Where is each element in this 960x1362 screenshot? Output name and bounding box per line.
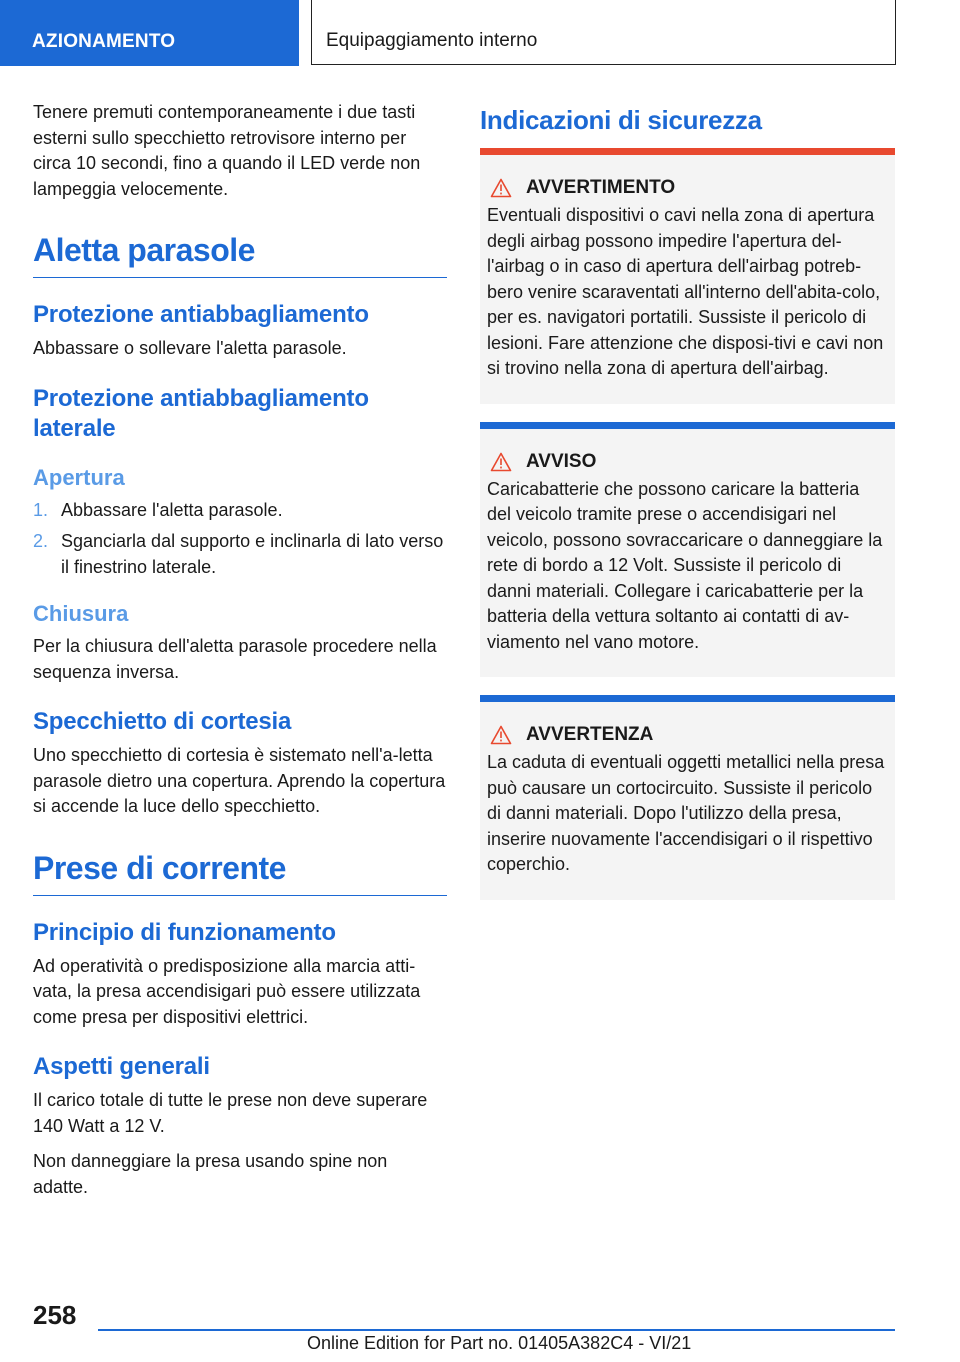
page-number: 258	[33, 1300, 77, 1330]
apertura-steps	[33, 498, 447, 581]
protezione-text: Abbassare o sollevare l'aletta parasole.	[33, 338, 347, 358]
left-column	[33, 100, 447, 1210]
aspetti-text-2: Non danneggiare la presa usando spine non adatte.	[33, 1151, 388, 1197]
notice-heading: AVVISO	[526, 450, 597, 472]
list-item	[33, 498, 447, 524]
right-column	[480, 100, 895, 900]
heading-apertura: Apertura	[33, 464, 125, 490]
notice-heading: AVVERTENZA	[526, 724, 654, 745]
aspetti-text-1: Il carico totale di tutte le prese non deve superare 140 Watt a 12 V.	[33, 1090, 428, 1136]
intro-paragraph: Tenere premuti contemporaneamente i due tasti esterni sullo specchietto retrovisore interno per circa 10 secondi, fino a quando il LED verde non lampeggia velocemente.	[33, 102, 421, 199]
notice-avviso	[480, 422, 895, 678]
heading-aspetti: Aspetti generali	[33, 1053, 210, 1080]
page-header	[0, 0, 960, 66]
warning-triangle-icon	[490, 725, 512, 745]
chapter-tab[interactable]: Equipaggiamento interno	[311, 0, 896, 65]
step-text: Sganciarla dal supporto e inclinarla di lato verso il finestrino laterale.	[61, 531, 444, 577]
notice-text: La caduta di eventuali oggetti metallici nella presa può causare un cortocircuito. Sussiste il pericolo di danni materiali. Dopo l'utilizzo della presa, inserire nuovamente l'accendisigari o il rispettivo coperchio.	[487, 752, 885, 874]
heading-aletta-parasole: Aletta parasole	[33, 232, 447, 278]
notice-text: Eventuali dispositivi o cavi nella zona di apertura degli airbag possono impedire l'apertura del-l'airbag o in caso di apertura dell'airbag potreb-bero venire scaraventati all'interno dell'abita-colo, per es. navigatori portatili. Sussiste il pericolo di lesioni. Fare attenzione che disposi-tivi e cavi non si trovino nella zona di apertura dell'airbag.	[487, 205, 884, 378]
heading-prese-corrente: Prese di corrente	[33, 850, 447, 896]
chiusura-text: Per la chiusura dell'aletta parasole procedere nella sequenza inversa.	[33, 636, 437, 682]
heading-principio: Principio di funzionamento	[33, 918, 336, 946]
footer-divider	[98, 1329, 895, 1331]
notice-avvertenza	[480, 695, 895, 900]
notice-heading: AVVERTIMENTO	[526, 177, 676, 198]
heading-protezione: Protezione antiabbagliamento	[33, 301, 369, 328]
list-item	[33, 529, 447, 580]
heading-sicurezza: Indicazioni di sicurezza	[480, 105, 762, 135]
section-tab[interactable]: AZIONAMENTO	[0, 0, 299, 66]
step-number: 2.	[33, 531, 49, 551]
notice-avvertimento	[480, 148, 895, 404]
warning-triangle-icon	[490, 178, 512, 198]
step-number: 1.	[33, 499, 49, 520]
footer-edition: Online Edition for Part no. 01405A382C4 - VI/21	[307, 1333, 692, 1353]
step-text: Abbassare l'aletta parasole.	[61, 499, 283, 520]
heading-specchietto: Specchietto di cortesia	[33, 708, 292, 735]
notice-text: Caricabatterie che possono caricare la batteria del veicolo tramite prese o accendisigari nel veicolo, possono sovraccaricare o danneggiare la rete di bordo a 12 Volt. Sussiste il pericolo di danni materiali. Collegare i caricabatterie per la batteria della vettura soltanto ai contatti di av-viamento nel vano motore.	[487, 478, 883, 652]
heading-chiusura: Chiusura	[33, 601, 129, 626]
specchietto-text: Uno specchietto di cortesia è sistemato nell'a-letta parasole dietro una copertura. Aprendo la copertura si accende la luce dello specchietto.	[33, 745, 446, 816]
warning-triangle-icon	[490, 452, 512, 472]
heading-protezione-laterale: Protezione antiabbagliamento laterale	[33, 384, 369, 442]
principio-text: Ad operatività o predisposizione alla marcia atti-vata, la presa accendisigari può essere utilizzata come presa per dispositivi elettrici.	[33, 955, 421, 1027]
